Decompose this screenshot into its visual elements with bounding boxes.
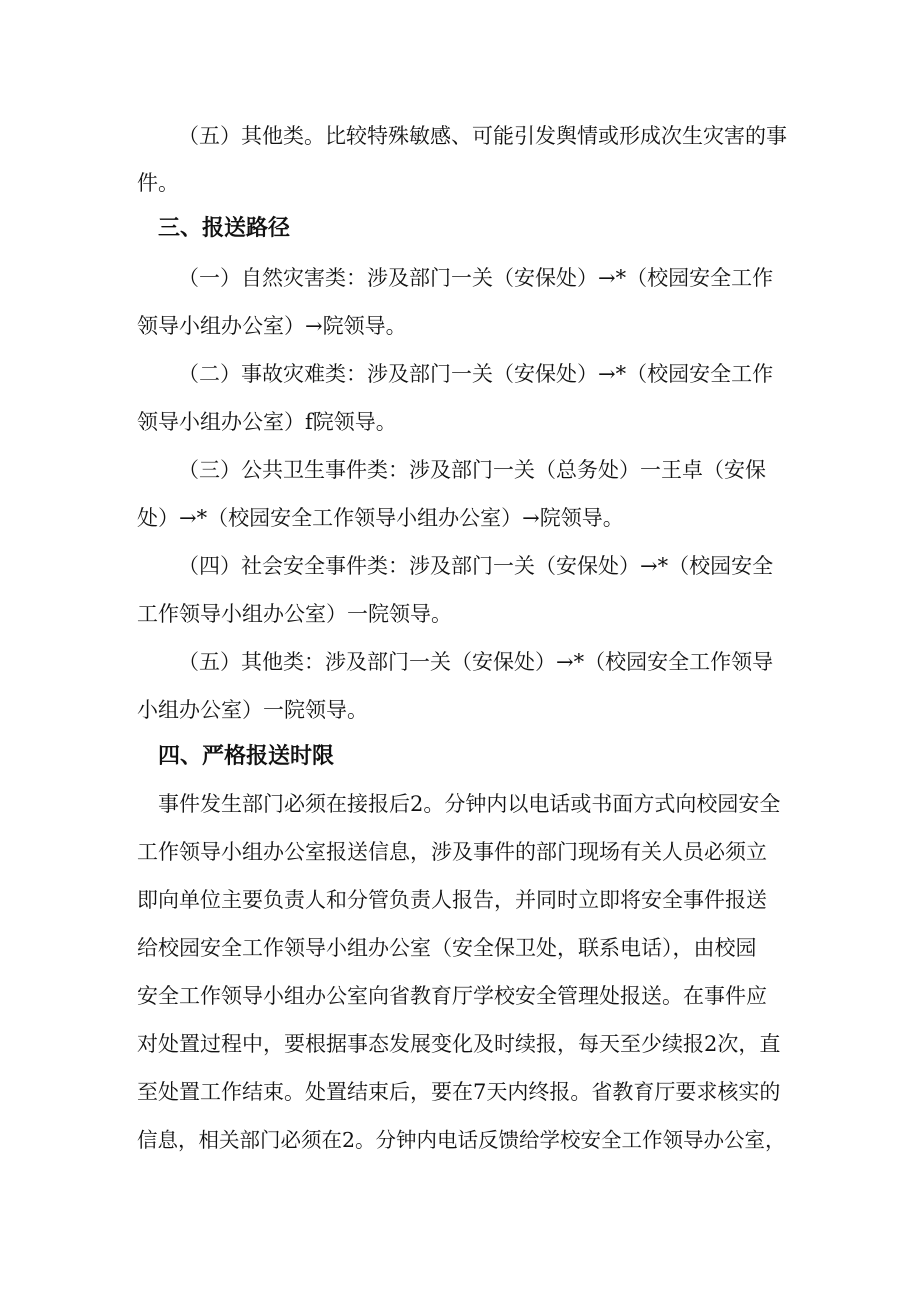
paragraph-line: （五）其他类：涉及部门一关（安保处）→*（校园安全工作领导 bbox=[178, 650, 774, 674]
paragraph-line: 安全工作领导小组办公室向省教育厅学校安全管理处报送。在事件应 bbox=[137, 984, 767, 1008]
paragraph-line: 工作领导小组办公室）一院领导。 bbox=[137, 602, 452, 626]
paragraph-line: 领导小组办公室）→院领导。 bbox=[137, 314, 407, 338]
paragraph-line: 工作领导小组办公室报送信息，涉及事件的部门现场有关人员必须立 bbox=[137, 840, 767, 864]
paragraph-line: 事件发生部门必须在接报后2。分钟内以电话或书面方式向校园安全 bbox=[158, 792, 781, 816]
paragraph-line: （五）其他类。比较特殊敏感、可能引发舆情或形成次生灾害的事 bbox=[178, 124, 787, 148]
paragraph-line: 领导小组办公室）f院领导。 bbox=[137, 410, 397, 434]
section-heading: 三、报送路径 bbox=[158, 216, 291, 241]
paragraph-line: 对处置过程中，要根据事态发展变化及时续报，每天至少续报2次，直 bbox=[137, 1032, 781, 1056]
paragraph-line: 处）→*（校园安全工作领导小组办公室）→院领导。 bbox=[137, 506, 624, 530]
paragraph-line: 小组办公室）一院领导。 bbox=[137, 698, 368, 722]
paragraph-line: 给校园安全工作领导小组办公室（安全保卫处，联系电话），由校园 bbox=[137, 936, 757, 960]
paragraph-line: （一）自然灾害类：涉及部门一关（安保处）→*（校园安全工作 bbox=[178, 266, 774, 290]
paragraph-line: （二）事故灾难类：涉及部门一关（安保处）→*（校园安全工作 bbox=[178, 362, 774, 386]
section-heading: 四、严格报送时限 bbox=[158, 744, 335, 769]
paragraph-line: 信息，相关部门必须在2。分钟内电话反馈给学校安全工作领导办公室， bbox=[137, 1128, 786, 1152]
paragraph-line: （三）公共卫生事件类：涉及部门一关（总务处）一王卓（安保 bbox=[178, 458, 766, 482]
paragraph-line: （四）社会安全事件类：涉及部门一关（安保处）→*（校园安全 bbox=[178, 554, 774, 578]
paragraph-line: 件。 bbox=[137, 171, 179, 195]
paragraph-line: 至处置工作结束。处置结束后，要在7天内终报。省教育厅要求核实的 bbox=[137, 1080, 781, 1104]
paragraph-line: 即向单位主要负责人和分管负责人报告，并同时立即将安全事件报送 bbox=[137, 888, 767, 912]
